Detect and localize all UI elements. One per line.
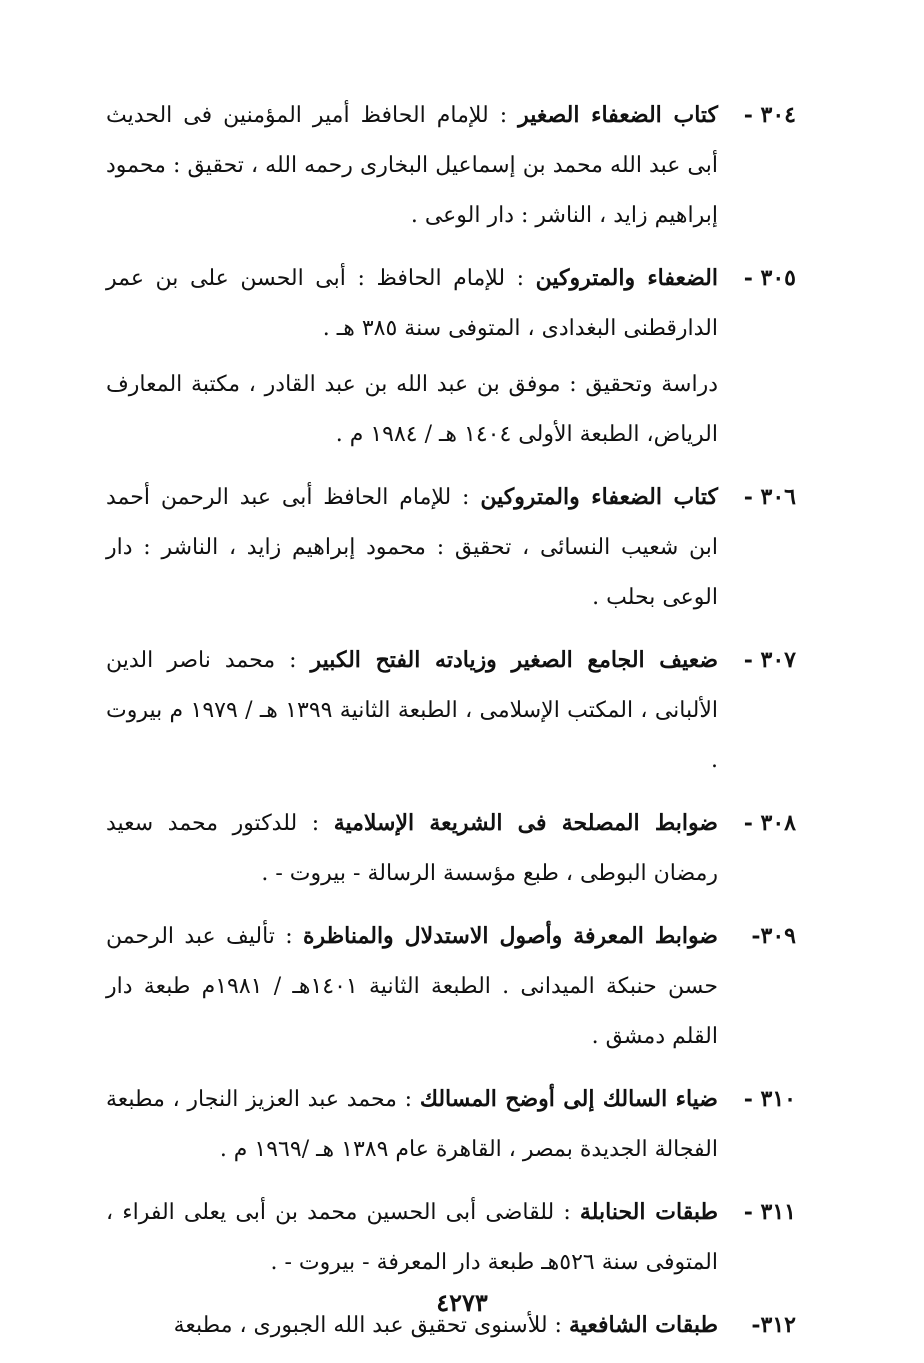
entry-text: : محمد ناصر الدين الألبانى ، المكتب الإسلامى ، الطبعة الثانية ١٣٩٩ هـ / ١٩٧٩ م بيروت . [106,648,718,773]
bibliography-entry-304 [106,90,796,241]
entry-number: ٣٠٩- [751,923,796,949]
bibliography-entry-306 [106,472,796,623]
entry-text: : محمد عبد العزيز النجار ، مطبعة الفجالة الجديدة بمصر ، القاهرة عام ١٣٨٩ هـ /١٩٦٩ م . [106,1087,718,1162]
entry-body [106,90,718,241]
entry-body [106,911,718,1062]
entry-title: طبقات الحنابلة [579,1199,718,1225]
entry-title: ضعيف الجامع الصغير وزيادته الفتح الكبير [310,647,719,673]
entry-title: كتاب الضعفاء الصغير [518,102,719,128]
entry-title: كتاب الضعفاء والمتروكين [480,484,718,510]
entry-body [106,1187,718,1288]
entry-text: : للإمام الحافظ أمير المؤمنين فى الحديث أبى عبد الله محمد بن إسماعيل البخارى رحمه الله ، تحقيق : محمود إبراهيم زايد ، الناشر : دار الوعى . [106,103,718,228]
entry-number: ٣١٢- [751,1312,796,1338]
entry-body [106,635,718,786]
entry-number: ٣٠٧ - [743,647,796,673]
bibliography-entry-310 [106,1074,796,1175]
entry-text: : للقاضى أبى الحسين محمد بن أبى يعلى الفراء ، المتوفى سنة ٥٢٦هـ طبعة دار المعرفة - بيروت - . [106,1200,718,1275]
entry-text: : للدكتور محمد سعيد رمضان البوطى ، طبع مؤسسة الرسالة - بيروت - . [106,811,718,886]
entry-title: ضوابط المصلحة فى الشريعة الإسلامية [333,810,718,836]
entry-title: طبقات الشافعية [568,1312,718,1338]
entry-number: ٣٠٥ - [743,265,796,291]
bibliography-entry-309 [106,911,796,1062]
entry-number: ٣٠٨ - [743,810,796,836]
bibliography-entry-308 [106,798,796,899]
entry-note: دراسة وتحقيق : موفق بن عبد الله بن عبد القادر ، مكتبة المعارف الرياض، الطبعة الأولى ١٤٠٤ هـ / ١٩٨٤ م . [106,372,718,447]
entry-text: : للأسنوى تحقيق عبد الله الجبورى ، مطبعة [173,1313,569,1338]
entry-body [106,1074,718,1175]
page-number: ٤٢٧٣ [436,1288,488,1317]
entry-text: : للإمام الحافظ أبى عبد الرحمن أحمد ابن شعيب النسائى ، تحقيق : محمود إبراهيم زايد ، الناشر : دار الوعى بحلب . [106,485,718,610]
entry-text: : للإمام الحافظ : أبى الحسن على بن عمر الدارقطنى البغدادى ، المتوفى سنة ٣٨٥ هـ . [106,266,718,341]
entry-title: ضياء السالك إلى أوضح المسالك [419,1086,718,1112]
entry-number: ٣٠٤ - [743,102,796,128]
entry-body [106,798,718,899]
bibliography-entry-311 [106,1187,796,1288]
entry-number: ٣١٠ - [743,1086,796,1112]
entry-title: الضعفاء والمتروكين [535,265,719,291]
entry-number: ٣٠٦ - [743,484,796,510]
entry-body [106,472,718,623]
entry-title: ضوابط المعرفة وأصول الاستدلال والمناظرة [303,923,718,949]
bibliography-entry-305 [106,253,796,460]
entry-text: : تأليف عبد الرحمن حسن حنبكة الميدانى . الطبعة الثانية ١٤٠١هـ / ١٩٨١م طبعة دار القلم دمشق . [106,924,718,1049]
bibliography-entry-307 [106,635,796,786]
entry-number: ٣١١ - [743,1199,796,1225]
entry-body [106,253,718,354]
bibliography-list [106,90,796,1363]
